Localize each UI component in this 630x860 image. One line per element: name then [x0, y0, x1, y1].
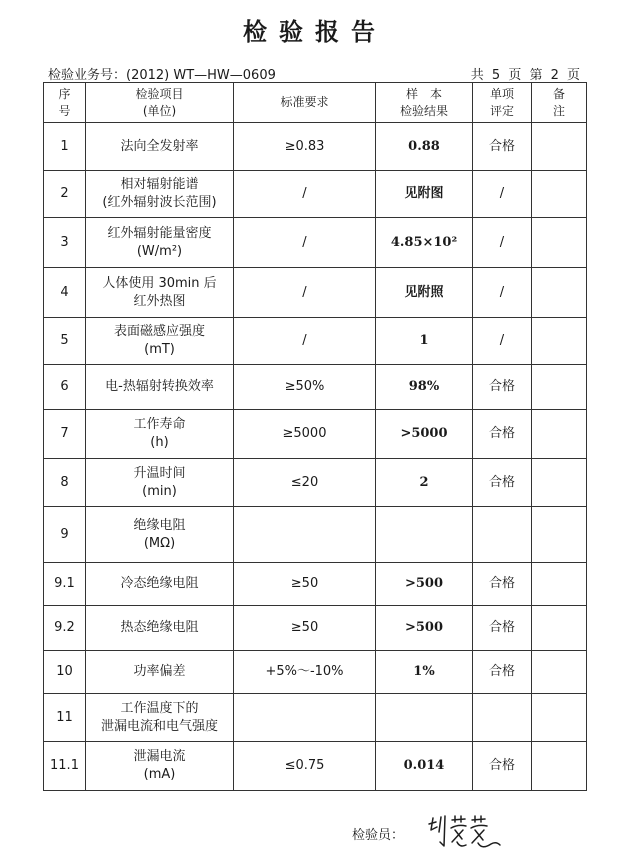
row-verdict: 合格: [473, 410, 532, 459]
row-note: [532, 410, 587, 459]
row-item: [86, 123, 234, 171]
row-item-line: (MΩ): [143, 535, 176, 551]
row-result: 1: [376, 318, 473, 365]
row-item: [86, 694, 234, 742]
header-note: [532, 83, 587, 123]
row-item-line: 工作寿命: [133, 417, 186, 433]
row-item-line: (红外辐射波长范围): [102, 195, 217, 210]
header-result-line: 样 本: [405, 87, 442, 102]
row-item: [86, 365, 234, 410]
header-no-line: 序: [58, 87, 71, 102]
row-note: [532, 123, 587, 171]
row-note: [532, 651, 587, 694]
table-row: [44, 365, 587, 410]
table-row: [44, 318, 587, 365]
row-result: 见附图: [376, 171, 473, 218]
row-verdict: 合格: [473, 563, 532, 606]
row-result: 0.88: [376, 123, 473, 171]
row-note: [532, 563, 587, 606]
row-item-line: (min): [142, 483, 177, 499]
row-result: 98%: [376, 365, 473, 410]
table-header-row: [44, 83, 587, 123]
row-verdict: 合格: [473, 606, 532, 651]
row-verdict: /: [473, 268, 532, 318]
inspector-signature: [425, 812, 505, 854]
row-item-line: 红外辐射能量密度: [107, 225, 212, 241]
row-result: 见附照: [376, 268, 473, 318]
row-number: 1: [44, 123, 86, 171]
row-item: [86, 742, 234, 791]
inspector-label: 检验员：: [352, 828, 405, 843]
row-verdict: /: [473, 171, 532, 218]
row-standard: +5%～-10%: [234, 651, 376, 694]
row-number: 11: [44, 694, 86, 742]
row-item-line: (mA): [143, 767, 176, 782]
row-verdict: /: [473, 218, 532, 268]
row-number: 9.1: [44, 563, 86, 606]
table-row: [44, 563, 587, 606]
row-number: 11.1: [44, 742, 86, 791]
table-row: [44, 268, 587, 318]
table-row: [44, 507, 587, 563]
header-item: [86, 83, 234, 123]
row-number: 8: [44, 459, 86, 507]
row-note: [532, 694, 587, 742]
row-item-line: 红外热图: [133, 293, 186, 309]
row-item: [86, 606, 234, 651]
row-item-line: 法向全发射率: [120, 138, 199, 154]
row-item-line: 泄漏电流和电气强度: [100, 718, 218, 734]
row-note: [532, 507, 587, 563]
header-verdict-line: 评定: [489, 103, 514, 118]
row-number: 2: [44, 171, 86, 218]
row-verdict: /: [473, 318, 532, 365]
row-number: 6: [44, 365, 86, 410]
header-no: [44, 83, 86, 123]
header-result-line: 检验结果: [399, 103, 448, 118]
header-item-line: 检验项目: [135, 87, 184, 102]
row-number: 9.2: [44, 606, 86, 651]
row-verdict: 合格: [473, 123, 532, 171]
task-number: 检验业务号：(2012) WT—HW—0609: [48, 68, 276, 83]
row-item: [86, 218, 234, 268]
row-item-line: 热态绝缘电阻: [120, 620, 199, 636]
row-result: >5000: [376, 410, 473, 459]
table-row: [44, 459, 587, 507]
row-item: [86, 318, 234, 365]
row-note: [532, 365, 587, 410]
row-standard: ≤0.75: [234, 742, 376, 791]
row-standard: /: [234, 268, 376, 318]
row-item-line: 表面磁感应强度: [113, 324, 205, 340]
row-standard: ≥50: [234, 606, 376, 651]
row-item: [86, 507, 234, 563]
inspection-table: [43, 82, 587, 791]
table-row: [44, 606, 587, 651]
table-row: [44, 410, 587, 459]
row-standard: [234, 507, 376, 563]
row-item: [86, 459, 234, 507]
row-item-line: 升温时间: [133, 465, 186, 481]
header-note-line: 备: [552, 87, 565, 102]
report-title: 检验报告: [243, 18, 387, 46]
header-item-line: (单位): [142, 103, 177, 118]
row-note: [532, 318, 587, 365]
row-verdict: 合格: [473, 651, 532, 694]
row-item: [86, 410, 234, 459]
row-result: [376, 694, 473, 742]
row-result: 4.85×10²: [376, 218, 473, 268]
row-standard: ≥5000: [234, 410, 376, 459]
row-note: [532, 171, 587, 218]
row-item-line: (mT): [144, 342, 175, 357]
row-note: [532, 459, 587, 507]
row-item-line: 功率偏差: [133, 664, 186, 680]
row-number: 3: [44, 218, 86, 268]
row-verdict: 合格: [473, 742, 532, 791]
header-verdict-line: 单项: [489, 87, 514, 102]
row-result: >500: [376, 563, 473, 606]
row-note: [532, 606, 587, 651]
row-standard: [234, 694, 376, 742]
row-standard: ≥50: [234, 563, 376, 606]
row-number: 5: [44, 318, 86, 365]
row-standard: ≤20: [234, 459, 376, 507]
row-item-line: 绝缘电阻: [133, 517, 186, 533]
row-result: >500: [376, 606, 473, 651]
table-row: [44, 171, 587, 218]
row-item-line: 相对辐射能谱: [120, 177, 199, 193]
table-row: [44, 218, 587, 268]
row-verdict: 合格: [473, 459, 532, 507]
row-result: 1%: [376, 651, 473, 694]
table-row: [44, 123, 587, 171]
row-standard: ≥0.83: [234, 123, 376, 171]
table-body: [44, 123, 587, 791]
row-result: [376, 507, 473, 563]
row-item-line: (h): [150, 435, 169, 450]
row-item-line: 工作温度下的: [120, 700, 199, 716]
table-row: [44, 651, 587, 694]
row-number: 10: [44, 651, 86, 694]
row-item-line: 电-热辐射转换效率: [105, 379, 214, 395]
row-standard: /: [234, 218, 376, 268]
header-note-line: 注: [552, 103, 565, 118]
row-result: 2: [376, 459, 473, 507]
table-row: [44, 694, 587, 742]
row-verdict: 合格: [473, 365, 532, 410]
row-item-line: (W/m²): [136, 243, 183, 259]
row-number: 9: [44, 507, 86, 563]
row-item-line: 人体使用 30min 后: [102, 275, 217, 291]
row-result: 0.014: [376, 742, 473, 791]
row-item-line: 冷态绝缘电阻: [120, 576, 199, 592]
row-note: [532, 742, 587, 791]
row-item: [86, 563, 234, 606]
header-verdict: [473, 83, 532, 123]
row-number: 4: [44, 268, 86, 318]
row-item: [86, 651, 234, 694]
row-item: [86, 268, 234, 318]
row-standard: /: [234, 318, 376, 365]
row-verdict: [473, 694, 532, 742]
row-number: 7: [44, 410, 86, 459]
table-row: [44, 742, 587, 791]
row-verdict: [473, 507, 532, 563]
row-standard: ≥50%: [234, 365, 376, 410]
page-indicator: 共 5 页 第 2 页: [470, 68, 580, 83]
header-standard-line: 标准要求: [280, 95, 329, 110]
header-result: [376, 83, 473, 123]
row-item-line: 泄漏电流: [133, 749, 186, 765]
header-standard: [234, 83, 376, 123]
row-standard: /: [234, 171, 376, 218]
row-item: [86, 171, 234, 218]
row-note: [532, 268, 587, 318]
row-note: [532, 218, 587, 268]
header-no-line: 号: [58, 103, 71, 118]
